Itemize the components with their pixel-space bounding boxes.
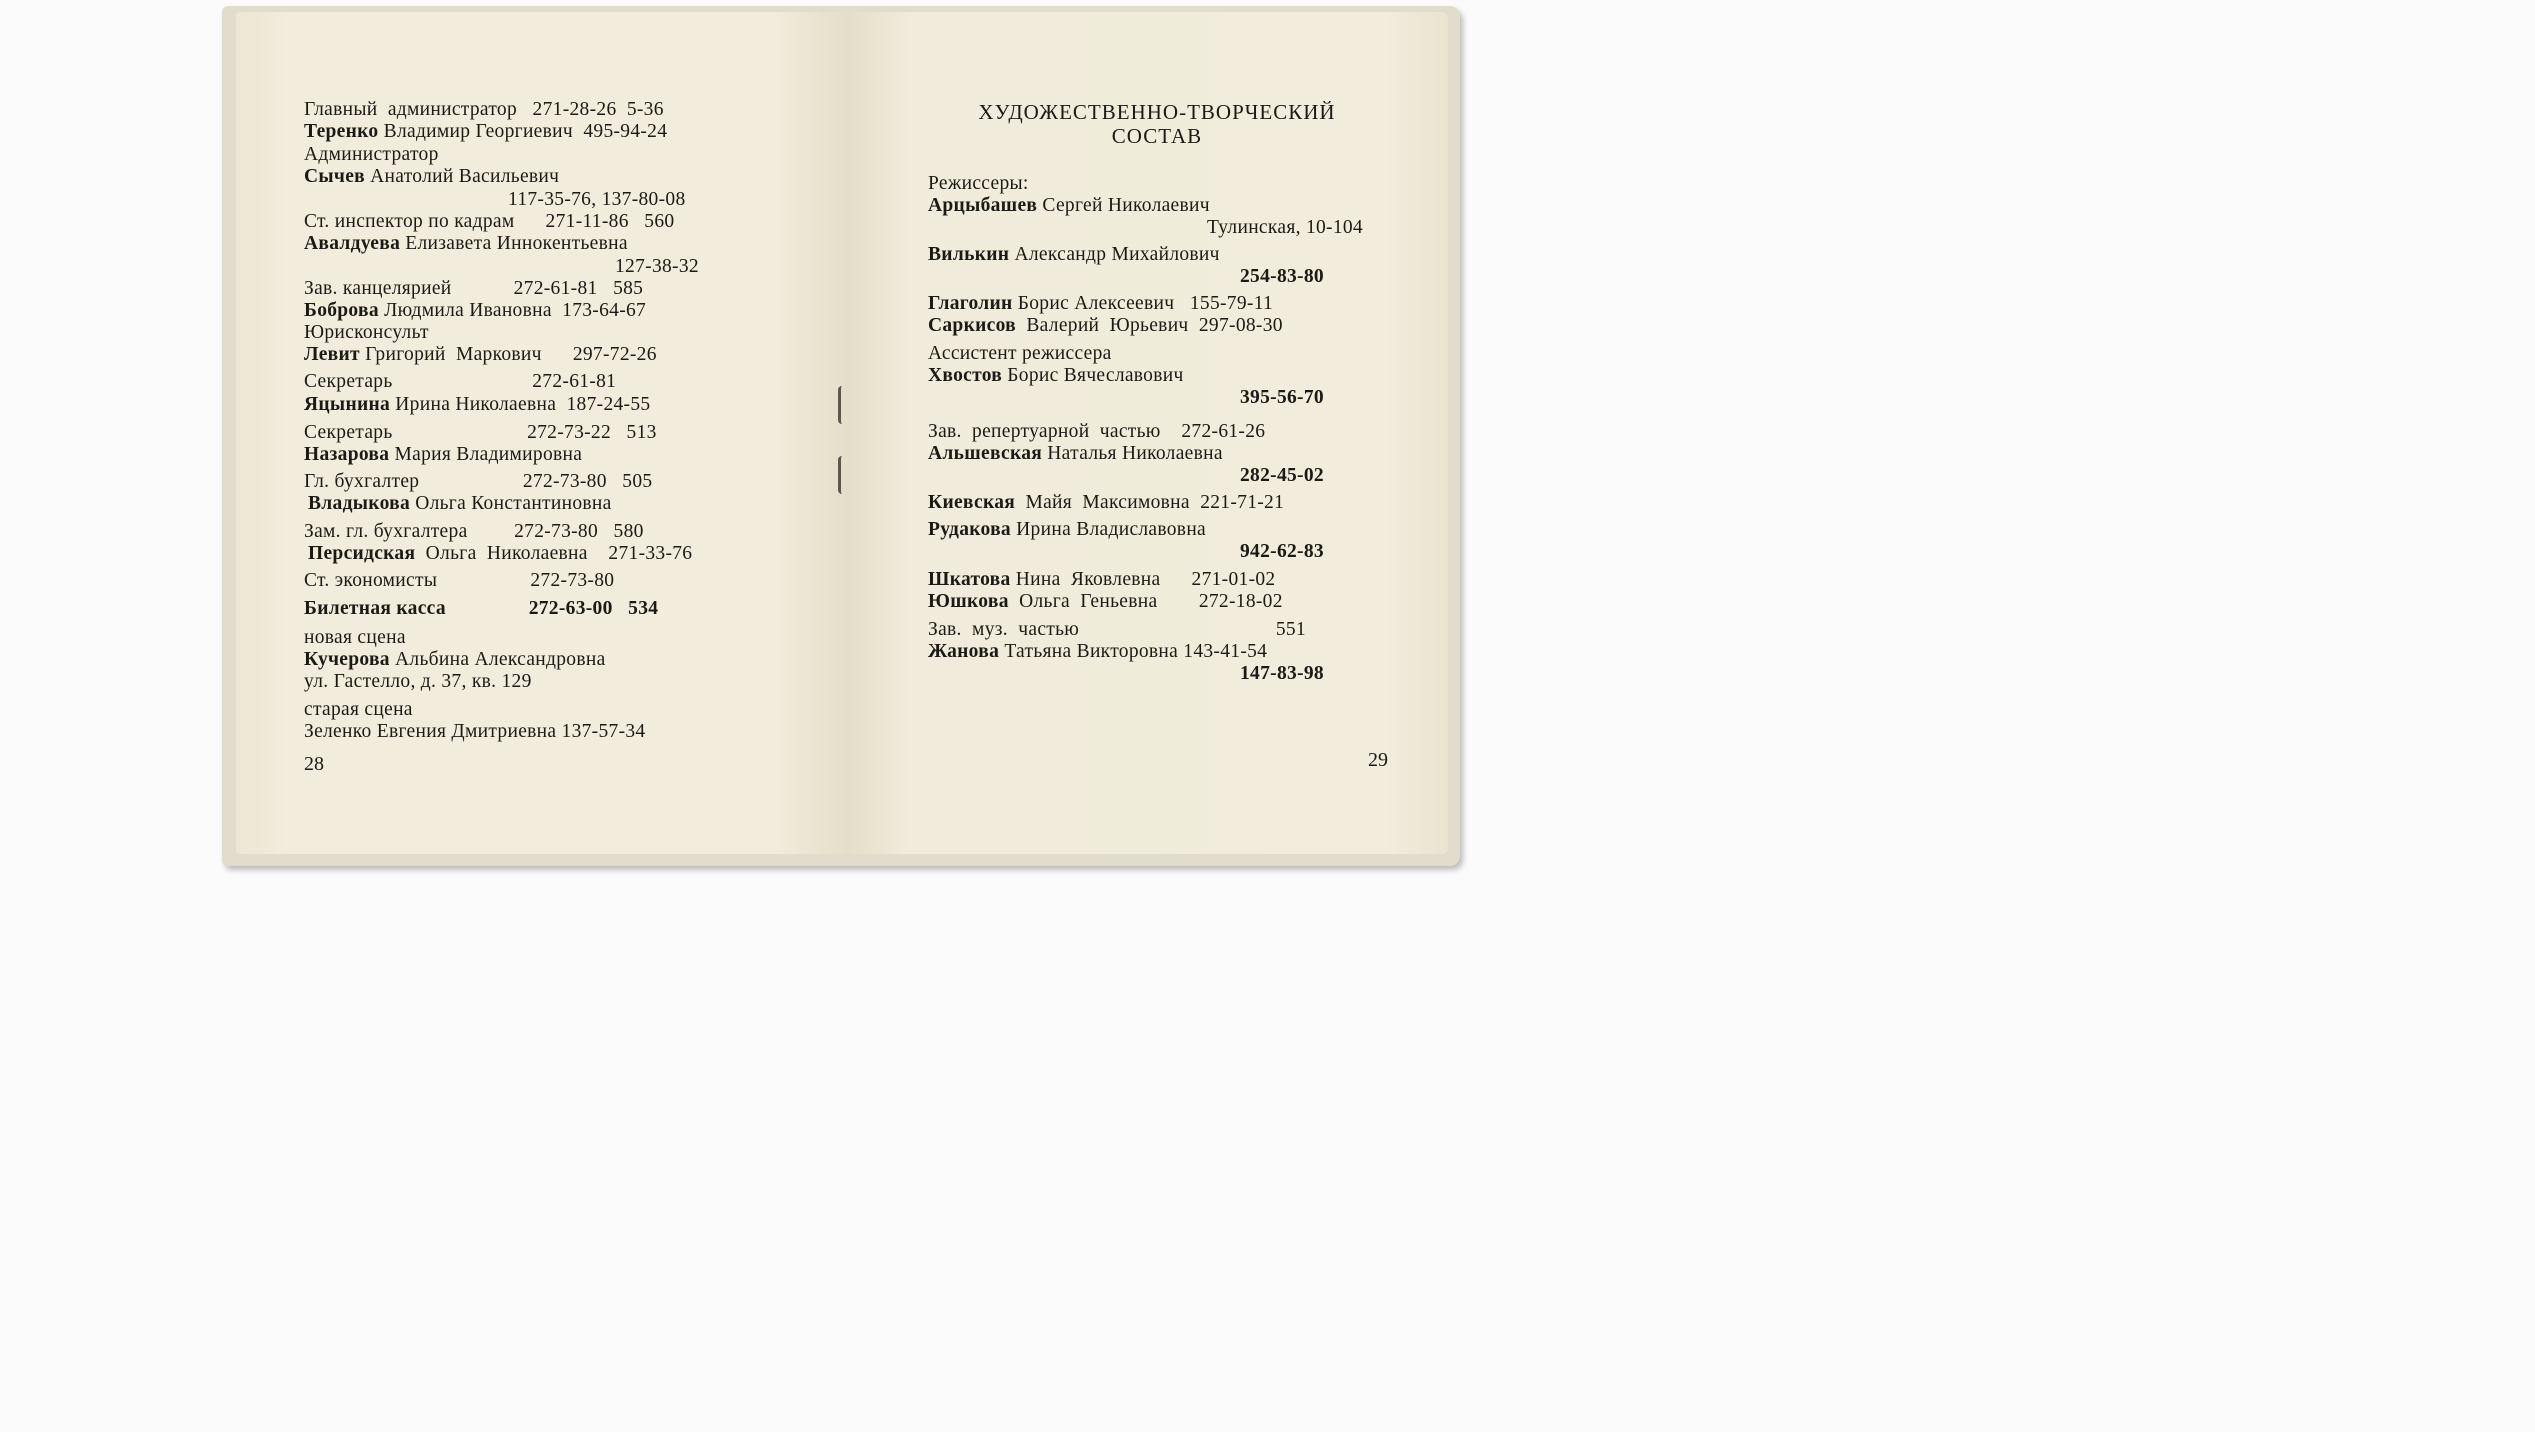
entry-name: Авалдуева	[304, 233, 401, 254]
entry-name: Хвостов	[928, 365, 1003, 386]
right-line-16: 942-62-83	[1240, 541, 1324, 562]
page-number-left: 28	[304, 753, 324, 775]
page-number-right: 29	[1368, 749, 1388, 771]
left-line-23: новая сцена	[304, 627, 406, 648]
entry-name: Персидская	[308, 543, 416, 564]
right-line-4	[928, 244, 1220, 266]
entry-details: Ольга Геньевна 272-18-02	[1008, 591, 1283, 612]
left-line-16	[304, 444, 582, 466]
entry-name: Шкатова	[928, 569, 1011, 590]
right-line-18	[928, 591, 1283, 613]
entry-details: Людмила Ивановна 173-64-67	[378, 300, 647, 321]
right-line-21: 147-83-98	[1240, 663, 1324, 684]
staple-bottom	[838, 456, 851, 494]
entry-details: Нина Яковлевна 271-01-02	[1010, 569, 1276, 590]
right-line-14	[928, 492, 1284, 514]
entry-name: Юшкова	[928, 591, 1009, 612]
entry-details: Альбина Александровна	[389, 649, 606, 670]
left-line-26: старая сцена	[304, 699, 413, 720]
staple-top	[838, 386, 851, 424]
left-line-4	[304, 166, 559, 188]
entry-details: Наталья Николаевна	[1042, 443, 1223, 464]
entry-name: Вилькин	[928, 244, 1010, 265]
left-line-7	[304, 233, 628, 255]
entry-name: Арцыбашев	[928, 195, 1038, 216]
entry-name: Кучерова	[304, 649, 390, 670]
entry-details: Борис Вячеславович	[1002, 365, 1184, 386]
right-line-17	[928, 569, 1275, 591]
left-line-14	[304, 394, 650, 416]
right-line-10: 395-56-70	[1240, 387, 1324, 408]
left-line-2	[304, 121, 667, 143]
right-line-20	[928, 641, 1267, 663]
right-line-6	[928, 293, 1273, 315]
right-line-12	[928, 443, 1223, 465]
left-line-19: Зам. гл. бухгалтера 272-73-80 580	[304, 521, 644, 542]
entry-details: Валерий Юрьевич 297-08-30	[1016, 315, 1283, 336]
entry-details: Ольга Николаевна 271-33-76	[415, 543, 693, 564]
entry-details: Ирина Владиславовна	[1010, 519, 1207, 540]
left-line-5: 117-35-76, 137-80-08	[508, 189, 686, 210]
right-line-1: Режиссеры:	[928, 173, 1029, 194]
entry-details: Татьяна Викторовна 143-41-54	[999, 641, 1268, 662]
left-line-12	[304, 344, 657, 366]
entry-name: Яцынина	[304, 394, 391, 415]
left-line-27: Зеленко Евгения Дмитриевна 137-57-34	[304, 721, 646, 742]
right-line-13: 282-45-02	[1240, 465, 1324, 486]
left-line-3: Администратор	[304, 144, 439, 165]
entry-details: Григорий Маркович 297-72-26	[359, 344, 657, 365]
entry-details: Ольга Константиновна	[410, 493, 612, 514]
left-line-9: Зав. канцелярией 272-61-81 585	[304, 278, 644, 299]
entry-details: Александр Михайлович	[1009, 244, 1220, 265]
left-line-15: Секретарь 272-73-22 513	[304, 422, 657, 443]
entry-name: Жанова	[928, 641, 1000, 662]
entry-details: Мария Владимировна	[389, 444, 583, 465]
entry-details: Владимир Георгиевич 495-94-24	[378, 121, 668, 142]
entry-details: Майя Максимовна 221-71-21	[1015, 492, 1285, 513]
right-line-3: Тулинская, 10-104	[1207, 217, 1363, 238]
right-line-15	[928, 519, 1206, 541]
left-line-22: Билетная касса 272-63-00 534	[304, 598, 659, 619]
left-line-1: Главный администратор 271-28-26 5-36	[304, 99, 664, 120]
left-line-6: Ст. инспектор по кадрам 271-11-86 560	[304, 211, 675, 232]
left-line-24	[304, 649, 606, 671]
left-line-18	[308, 493, 612, 515]
entry-details: Борис Алексеевич 155-79-11	[1012, 293, 1274, 314]
section-title	[928, 100, 1386, 148]
entry-name: Теренко	[304, 121, 379, 142]
right-line-7	[928, 315, 1283, 337]
right-line-11: Зав. репертуарной частью 272-61-26	[928, 421, 1266, 442]
entry-name: Рудакова	[928, 519, 1011, 540]
entry-details: Ирина Николаевна 187-24-55	[390, 394, 651, 415]
right-line-5: 254-83-80	[1240, 266, 1324, 287]
entry-details: Анатолий Васильевич	[365, 166, 560, 187]
left-line-13: Секретарь 272-61-81	[304, 371, 617, 392]
entry-name: Киевская	[928, 492, 1016, 513]
right-line-9	[928, 365, 1184, 387]
left-line-11: Юрисконсульт	[304, 322, 429, 343]
right-line-8: Ассистент режиссера	[928, 343, 1112, 364]
entry-name: Альшевская	[928, 443, 1043, 464]
entry-name: Глаголин	[928, 293, 1013, 314]
right-line-2	[928, 195, 1210, 217]
entry-name: Назарова	[304, 444, 390, 465]
left-line-8: 127-38-32	[615, 256, 699, 277]
left-line-25: ул. Гастелло, д. 37, кв. 129	[304, 671, 532, 692]
entry-details: Сергей Николаевич	[1037, 195, 1210, 216]
entry-name: Левит	[304, 344, 360, 365]
left-line-17: Гл. бухгалтер 272-73-80 505	[304, 471, 653, 492]
section-title-line-1: ХУДОЖЕСТВЕННО-ТВОРЧЕСКИЙ	[978, 100, 1336, 124]
right-line-19: Зав. муз. частью 551	[928, 619, 1306, 640]
entry-name: Сычев	[304, 166, 365, 187]
entry-name: Владыкова	[308, 493, 411, 514]
left-line-21: Ст. экономисты 272-73-80	[304, 570, 615, 591]
section-title-line-2: СОСТАВ	[1111, 124, 1203, 148]
left-line-10	[304, 300, 646, 322]
entry-details: Елизавета Иннокентьевна	[400, 233, 628, 254]
left-line-20	[308, 543, 692, 565]
entry-name: Боброва	[304, 300, 379, 321]
entry-name: Саркисов	[928, 315, 1016, 336]
